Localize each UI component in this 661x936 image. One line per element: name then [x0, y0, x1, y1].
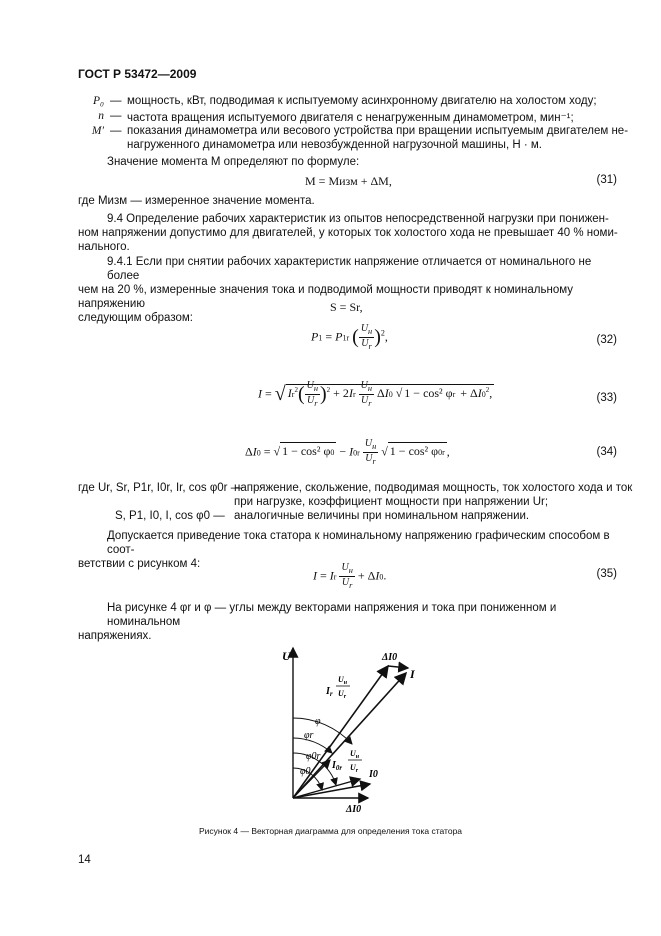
label-u: U	[282, 649, 291, 663]
label-delta-i0-bottom: ΔI0	[346, 804, 362, 815]
def-symbols-1: где Ur, Sr, P1r, I0r, Ir, cos φ0r —	[78, 482, 243, 494]
def-text: показания динамометра или весового устройства при вращении испытуемым двигателем не-	[127, 125, 629, 137]
vector-diagram	[270, 640, 440, 815]
def-text-2: аналогичные величины при номинальном напряжении.	[234, 510, 530, 522]
equation-34: ΔI0 = √ 1 − cos² φ0 − I0r $\frac{U_н}{U_r}$ √ 1 − cos² φ0r ,	[245, 438, 450, 466]
label-delta-i0-top: ΔI0	[382, 652, 398, 663]
label-phi: φ	[315, 716, 321, 727]
paragraph-line: Допускается приведение тока статора к номинальному напряжению графическим способом в соот-	[107, 530, 610, 556]
equation-31: M = Mизм + ΔM,	[305, 174, 392, 188]
label-i: I	[410, 667, 415, 681]
paragraph-line: ветствии с рисунком 4:	[78, 558, 201, 570]
svg-text:Ir: $I_r$	[326, 686, 333, 698]
def-symbol: P₀	[92, 95, 104, 107]
equation-number-35: (35)	[596, 568, 617, 580]
def-dash: —	[110, 95, 122, 107]
def-symbol: M′	[91, 125, 104, 137]
equation-number-32: (32)	[596, 334, 617, 346]
def-text-1a: напряжение, скольжение, подводимая мощность, ток холостого хода и ток	[234, 482, 633, 494]
svg-text:Uн: $U_н$	[350, 749, 360, 760]
svg-text:Ur: $U_r$	[338, 689, 347, 700]
equation-32: P1 = P1r ( $\frac{U_н}{U_r}$ )$^2$,	[311, 323, 388, 351]
def-text-1b: при нагрузке, коэффициент мощности при напряжении Ur;	[234, 496, 549, 508]
paragraph-line: 9.4.1 Если при снятии рабочих характеристик напряжение отличается от номинального не более	[107, 256, 592, 282]
paragraph-where-1: где Mизм — измеренное значение момента.	[78, 195, 315, 207]
label-phi0r: φ0r	[306, 751, 321, 762]
equation-number-31: (31)	[596, 174, 617, 186]
svg-text:Uн: $U_н$	[338, 675, 348, 686]
paragraph-line: На рисунке 4 φr и φ — углы между векторами напряжения и тока при пониженном и номинальном	[107, 602, 557, 628]
paragraph-line: нального.	[78, 241, 130, 253]
label-i0r-scaled	[331, 749, 362, 774]
def-text: частота вращения испытуемого двигателя с ненагруженным динамометром, мин⁻¹;	[127, 112, 574, 124]
def-symbols-2: S, P1, I0, I, cos φ0 —	[115, 510, 225, 522]
figure-caption: Рисунок 4 — Векторная диаграмма для определения тока статора	[198, 826, 463, 836]
equation-number-33: (33)	[596, 392, 617, 404]
page-number: 14	[78, 854, 91, 866]
equation-number-34: (34)	[596, 446, 617, 458]
def-dash: —	[110, 110, 122, 122]
label-phi0: φ0	[300, 766, 311, 777]
paragraph-moment: Значение момента M определяют по формуле:	[107, 156, 360, 168]
equation-35: I = Ir $\frac{U_н}{U_r}$ + ΔI0.	[313, 562, 387, 590]
paragraph-line: чем на 20 %, измеренные значения тока и подводимой мощности приводят к номинальному напряжению	[78, 284, 574, 310]
label-i0: I0	[369, 769, 378, 780]
def-text: мощность, кВт, подводимая к испытуемому асинхронному двигателю на холостом ходу;	[127, 95, 597, 107]
equation-33: I = √ Ir$^2$( $\frac{U_н}{U_r}$ )$^2$ + 2Ir $\frac{U_н}{U_r}$ ΔI0 √ 1 − cos² $\varphi r + \Delta I0^2$,	[258, 380, 493, 408]
paragraph-line: напряжениях.	[78, 630, 152, 642]
paragraph-line: ном напряжении допустимо для двигателей, у которых ток холостого хода не превышает 40 % номи-	[78, 227, 618, 239]
def-dash: —	[110, 125, 122, 137]
paragraph-figure-ref	[78, 601, 618, 643]
def-symbol: n	[98, 110, 104, 122]
label-phir: φr	[304, 730, 314, 741]
delta-i0-top-vector	[388, 666, 408, 668]
paragraph-line: следующим образом:	[78, 312, 193, 324]
paragraph-line: 9.4 Определение рабочих характеристик из опытов непосредственной нагрузки при понижен-	[107, 213, 609, 225]
label-ir-scaled	[325, 675, 350, 700]
angle-phi-arc	[293, 718, 352, 744]
def-text-cont: нагруженного динамометра или невозбужденной нагрузочной машины, Н · м.	[127, 139, 542, 151]
equation-s: S = Sr,	[330, 300, 363, 314]
paragraph-9-4	[78, 212, 618, 254]
svg-text:Ur: $U_r$	[350, 763, 359, 774]
svg-text:I0r: $I_{0r}$	[332, 760, 343, 772]
document-header: ГОСТ Р 53472—2009	[78, 67, 197, 81]
